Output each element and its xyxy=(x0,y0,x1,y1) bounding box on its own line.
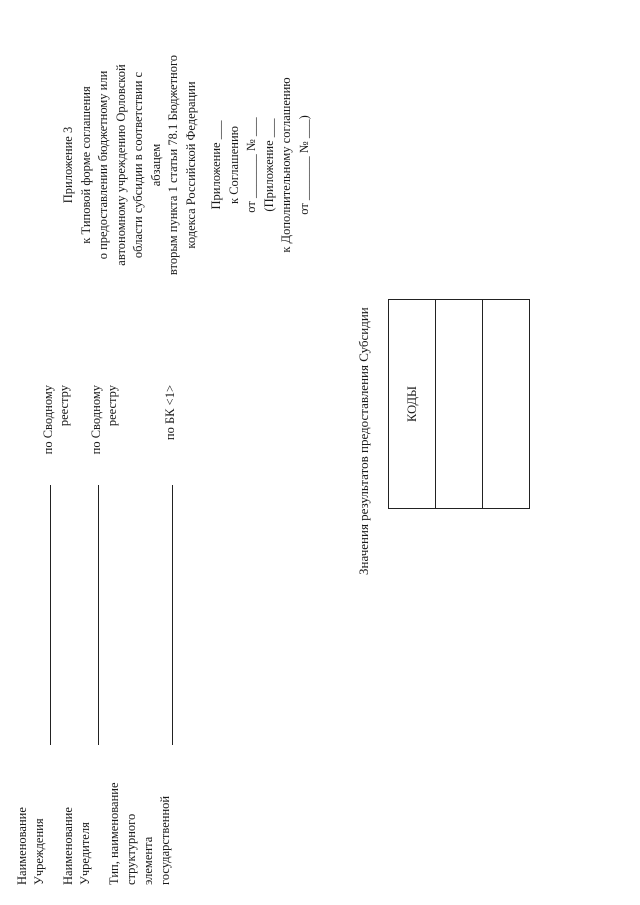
field-line-structural-element xyxy=(172,485,173,745)
row-label-institution: Наименование Учреждения xyxy=(15,807,46,885)
register-label: по БК <1> xyxy=(163,385,177,441)
appendix-sub-line: к Дополнительному соглашению xyxy=(279,77,293,253)
appendix-line: к Типовой форме соглашения xyxy=(78,86,93,244)
appendix-sub-line: (Приложение ___ xyxy=(261,118,276,212)
register-label: по Сводному реестру xyxy=(89,385,119,455)
row-label-structural-element: Тип, наименование структурного элемента государственной xyxy=(107,782,172,885)
register-label: по Сводному реестру xyxy=(41,385,71,455)
field-line-institution xyxy=(50,485,51,745)
codes-table xyxy=(388,299,530,509)
field-line-founder xyxy=(98,485,99,745)
appendix-line: области субсидии в соответствии с абзацем xyxy=(131,71,163,259)
appendix-sub-line: Приложение ___ xyxy=(209,120,223,210)
codes-header: КОДЫ xyxy=(389,300,436,509)
appendix-line: Приложение 3 xyxy=(61,126,75,204)
appendix-sub-line: к Соглашению xyxy=(226,126,241,204)
appendix-sub-line: от _______ № ___) xyxy=(296,115,311,215)
appendix-line: автономному учреждению Орловской xyxy=(113,64,128,266)
document-title: Значения результатов предоставления Субсидии xyxy=(356,307,371,575)
appendix-sub-block xyxy=(208,50,313,280)
appendix-line: о предоставлении бюджетному или xyxy=(96,70,110,260)
appendix-sub-line: от _______ № ___ xyxy=(244,117,258,213)
code-cell xyxy=(436,300,483,509)
appendix-block xyxy=(60,50,313,280)
appendix-line: кодекса Российской Федерации xyxy=(183,81,198,249)
row-label-founder: Наименование Учредителя xyxy=(61,807,92,885)
code-cell xyxy=(483,300,530,509)
appendix-line: вторым пункта 1 статьи 78.1 Бюджетного xyxy=(166,54,180,276)
